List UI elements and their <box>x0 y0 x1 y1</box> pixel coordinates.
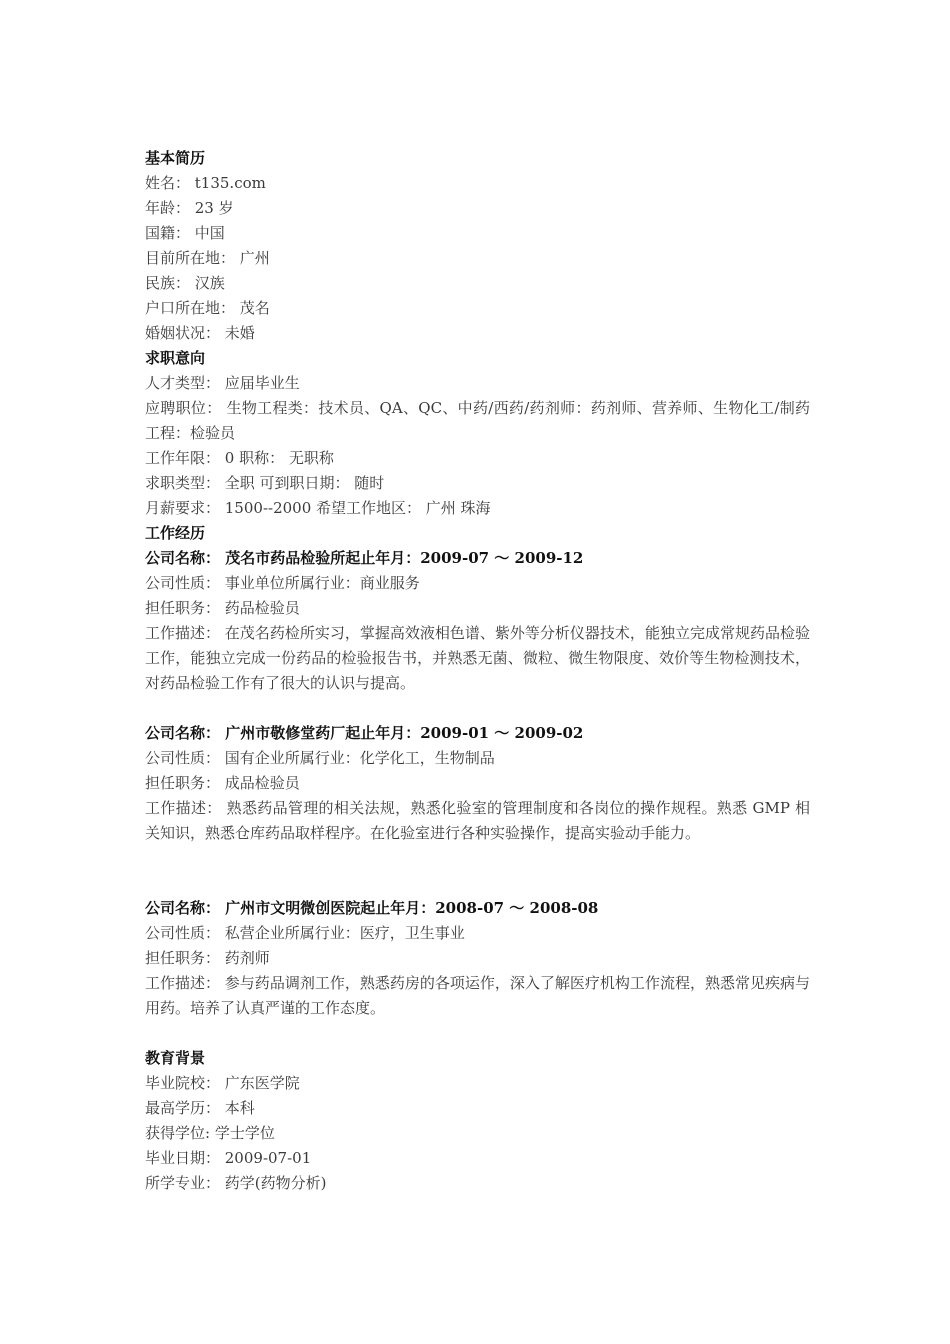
location-line: 目前所在地： 广州 <box>145 249 270 267</box>
job-nature: 公司性质： 国有企业所属行业：化学化工，生物制品 <box>145 749 495 767</box>
name-line: 姓名： t135.com <box>145 174 266 192</box>
job-role: 担任职务： 药剂师 <box>145 949 270 967</box>
years-line: 工作年限： 0 职称： 无职称 <box>145 449 334 467</box>
job-role: 担任职务： 药品检验员 <box>145 599 300 617</box>
job-entry <box>145 896 810 1021</box>
spacer <box>145 846 810 896</box>
section-heading-intent: 求职意向 <box>145 349 206 367</box>
job-description: 工作描述： 参与药品调剂工作，熟悉药房的各项运作，深入了解医疗机构工作流程，熟悉常见疾病与用药。培养了认真严谨的工作态度。 <box>145 974 810 1017</box>
job-company: 公司名称： 茂名市药品检验所起止年月：2009-07 ～ 2009-12 <box>145 549 584 567</box>
job-entry <box>145 546 810 696</box>
spacer <box>145 696 810 721</box>
degree-level-line: 最高学历： 本科 <box>145 1099 255 1117</box>
job-company: 公司名称： 广州市敬修堂药厂起止年月：2009-01 ～ 2009-02 <box>145 724 584 742</box>
job-description: 工作描述： 在茂名药检所实习，掌握高效液相色谱、紫外等分析仪器技术，能独立完成常规药品检验工作，能独立完成一份药品的检验报告书，并熟悉无菌、微粒、微生物限度、效价等生物检测技术，对药品检验工作有了很大的认识与提高。 <box>145 624 810 692</box>
job-nature: 公司性质： 事业单位所属行业：商业服务 <box>145 574 420 592</box>
marital-line: 婚姻状况： 未婚 <box>145 324 255 342</box>
degree-line: 获得学位: 学士学位 <box>145 1124 275 1142</box>
school-line: 毕业院校： 广东医学院 <box>145 1074 300 1092</box>
position-line: 应聘职位： 生物工程类：技术员、QA、QC、中药/西药/药剂师：药剂师、营养师、生物化工/制药工程：检验员 <box>145 399 810 442</box>
section-heading-education: 教育背景 <box>145 1049 206 1067</box>
job-nature: 公司性质： 私营企业所属行业：医疗，卫生事业 <box>145 924 465 942</box>
grad-date-line: 毕业日期： 2009-07-01 <box>145 1149 312 1167</box>
spacer <box>145 1021 810 1046</box>
talent-type-line: 人才类型： 应届毕业生 <box>145 374 300 392</box>
ethnicity-line: 民族： 汉族 <box>145 274 225 292</box>
job-description: 工作描述： 熟悉药品管理的相关法规，熟悉化验室的管理制度和各岗位的操作规程。熟悉 GMP 相关知识，熟悉仓库药品取样程序。在化验室进行各种实验操作，提高实验动手能力。 <box>145 799 810 842</box>
salary-line: 月薪要求： 1500--2000 希望工作地区： 广州 珠海 <box>145 499 491 517</box>
job-company: 公司名称： 广州市文明微创医院起止年月：2008-07 ～ 2008-08 <box>145 899 599 917</box>
job-type-line: 求职类型： 全职 可到职日期： 随时 <box>145 474 385 492</box>
job-entry <box>145 721 810 846</box>
section-heading-experience: 工作经历 <box>145 524 206 542</box>
age-line: 年龄： 23 岁 <box>145 199 234 217</box>
resume-document <box>145 146 810 1196</box>
hukou-line: 户口所在地： 茂名 <box>145 299 270 317</box>
nationality-line: 国籍： 中国 <box>145 224 225 242</box>
section-heading-basic: 基本简历 <box>145 149 206 167</box>
major-line: 所学专业： 药学(药物分析) <box>145 1174 327 1192</box>
job-role: 担任职务： 成品检验员 <box>145 774 300 792</box>
